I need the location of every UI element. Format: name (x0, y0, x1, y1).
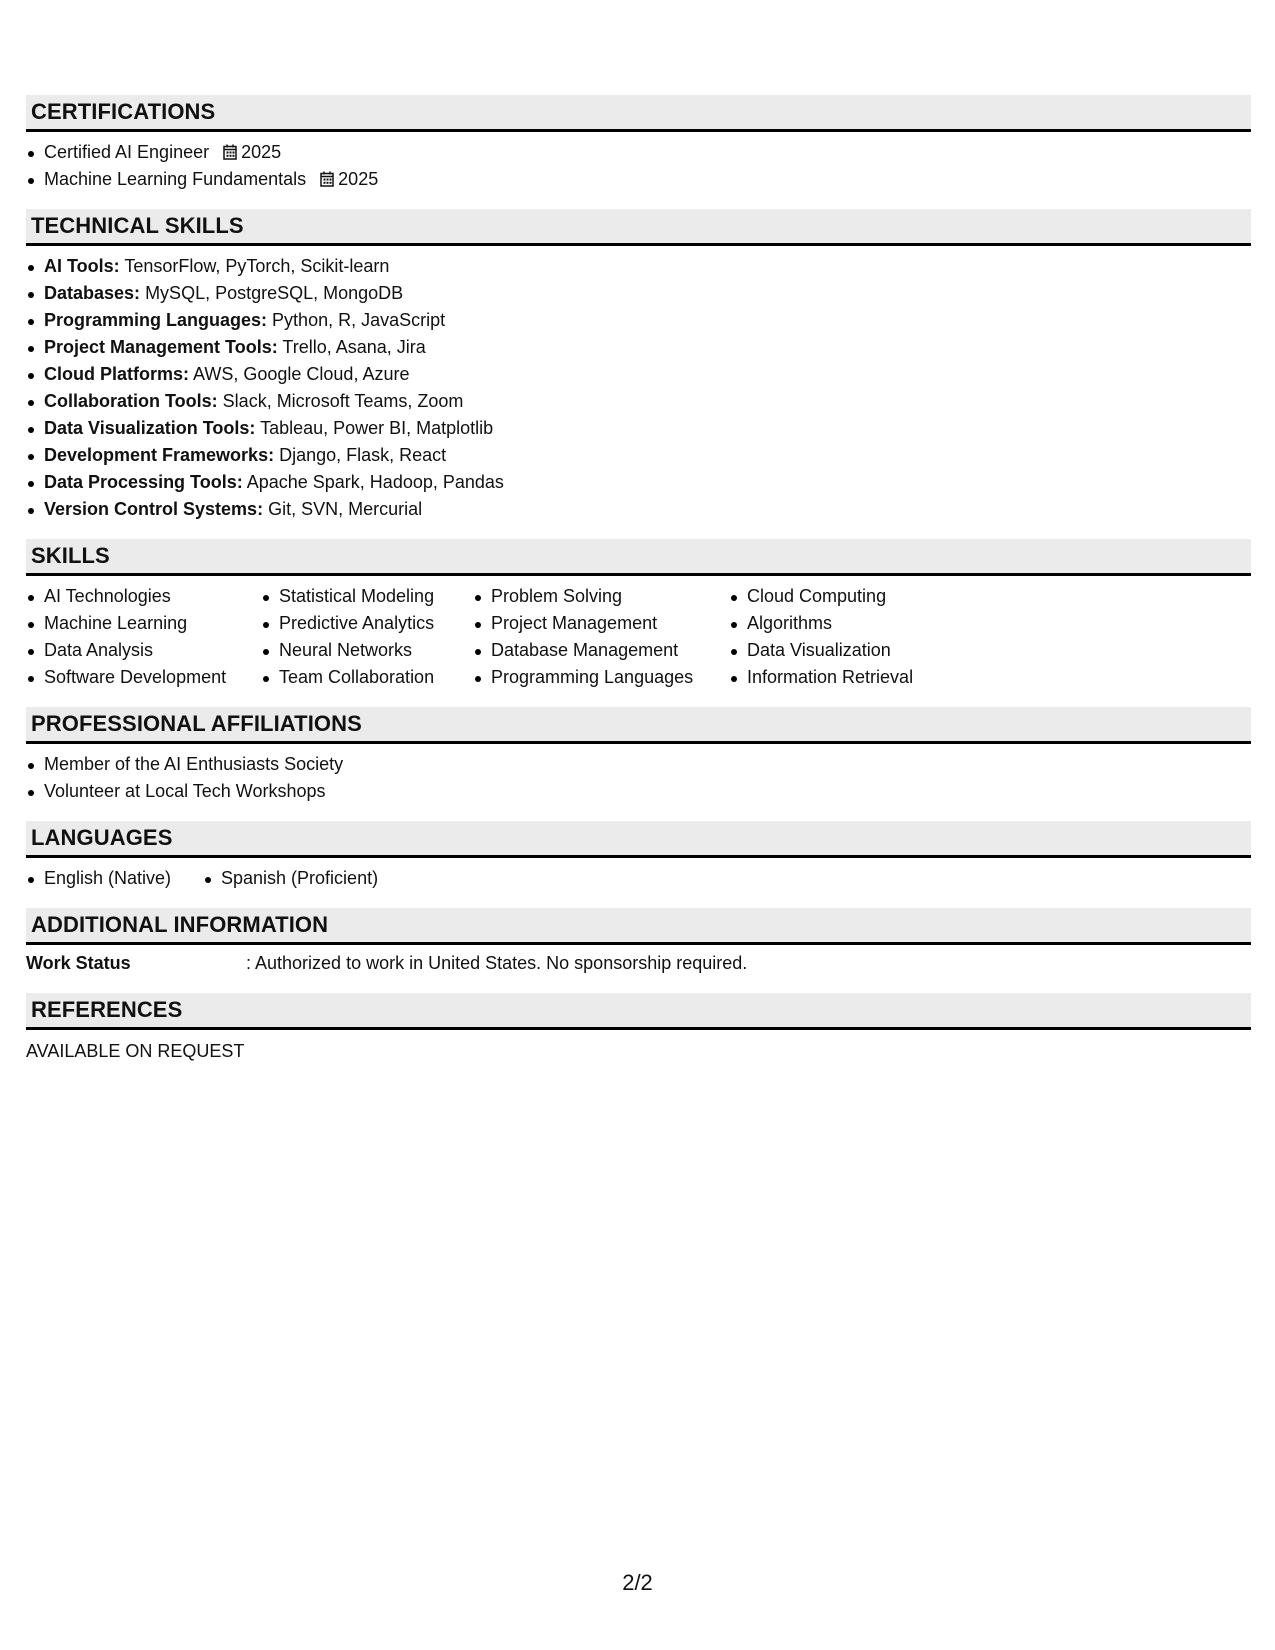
technical-skill-value: Trello, Asana, Jira (282, 337, 426, 357)
certifications-list (26, 139, 1251, 193)
technical-skills-section (26, 209, 1251, 523)
skill-item: Project Management (473, 610, 729, 637)
technical-skill-label: Data Processing Tools: (44, 472, 243, 492)
language-item: Spanish (Proficient) (203, 865, 378, 892)
work-status-value: : Authorized to work in United States. No sponsorship required. (246, 953, 748, 973)
skill-item: Data Analysis (26, 637, 261, 664)
skill-item: Data Visualization (729, 637, 989, 664)
technical-skill-label: Cloud Platforms: (44, 364, 190, 384)
technical-skill-value: Tableau, Power BI, Matplotlib (260, 418, 494, 438)
technical-skill-value: Python, R, JavaScript (272, 310, 446, 330)
affiliations-section (26, 707, 1251, 805)
affiliations-header (26, 707, 1251, 744)
certification-name: Certified AI Engineer (44, 142, 210, 162)
skill-item: Statistical Modeling (261, 583, 473, 610)
affiliation-item: Volunteer at Local Tech Workshops (26, 778, 1251, 805)
languages-header (26, 821, 1251, 858)
technical-skill-item (26, 415, 1251, 442)
affiliations-list (26, 751, 1251, 805)
technical-skills-title: TECHNICAL SKILLS (31, 213, 244, 238)
technical-skill-value: TensorFlow, PyTorch, Scikit-learn (124, 256, 390, 276)
calendar-icon (320, 171, 334, 187)
skill-item: Cloud Computing (729, 583, 989, 610)
certifications-section (26, 95, 1251, 193)
skill-item: Programming Languages (473, 664, 729, 691)
technical-skill-item (26, 334, 1251, 361)
technical-skills-list (26, 253, 1251, 523)
languages-list (26, 865, 1251, 892)
technical-skill-label: Collaboration Tools: (44, 391, 218, 411)
skills-column (26, 583, 261, 691)
language-column (26, 865, 203, 892)
technical-skill-item (26, 361, 1251, 388)
resume-page (26, 95, 1251, 1081)
technical-skill-value: Apache Spark, Hadoop, Pandas (246, 472, 504, 492)
languages-title: LANGUAGES (31, 825, 173, 850)
technical-skill-label: AI Tools: (44, 256, 120, 276)
technical-skill-item (26, 469, 1251, 496)
skills-section (26, 539, 1251, 691)
technical-skill-label: Development Frameworks: (44, 445, 275, 465)
technical-skill-label: Data Visualization Tools: (44, 418, 256, 438)
certification-year: 2025 (338, 169, 379, 189)
certifications-header (26, 95, 1251, 132)
technical-skill-value: MySQL, PostgreSQL, MongoDB (145, 283, 404, 303)
skill-item: Software Development (26, 664, 261, 691)
skill-item: Team Collaboration (261, 664, 473, 691)
technical-skill-item (26, 307, 1251, 334)
additional-info-section (26, 908, 1251, 977)
technical-skill-value: Slack, Microsoft Teams, Zoom (222, 391, 464, 411)
technical-skills-header (26, 209, 1251, 246)
affiliations-title: PROFESSIONAL AFFILIATIONS (31, 711, 362, 736)
technical-skill-label: Version Control Systems: (44, 499, 264, 519)
skill-item: Machine Learning (26, 610, 261, 637)
certification-item (26, 166, 1251, 193)
work-status-row (26, 950, 1251, 977)
skills-column (729, 583, 989, 691)
technical-skill-item (26, 280, 1251, 307)
technical-skill-label: Programming Languages: (44, 310, 268, 330)
languages-section (26, 821, 1251, 892)
skill-item: Problem Solving (473, 583, 729, 610)
additional-info-title: ADDITIONAL INFORMATION (31, 912, 329, 937)
references-section (26, 993, 1251, 1065)
certification-item (26, 139, 1251, 166)
skill-item: Neural Networks (261, 637, 473, 664)
language-column (203, 865, 378, 892)
calendar-icon (223, 144, 237, 160)
technical-skill-item (26, 388, 1251, 415)
additional-info-header (26, 908, 1251, 945)
technical-skill-value: AWS, Google Cloud, Azure (193, 364, 410, 384)
references-header (26, 993, 1251, 1030)
skill-item: Information Retrieval (729, 664, 989, 691)
references-title: REFERENCES (31, 997, 183, 1022)
skills-column (473, 583, 729, 691)
skill-item: AI Technologies (26, 583, 261, 610)
skills-grid (26, 583, 1251, 691)
skill-item: Database Management (473, 637, 729, 664)
technical-skill-value: Git, SVN, Mercurial (268, 499, 423, 519)
technical-skill-label: Project Management Tools: (44, 337, 278, 357)
skills-column (261, 583, 473, 691)
technical-skill-item (26, 442, 1251, 469)
affiliation-item: Member of the AI Enthusiasts Society (26, 751, 1251, 778)
skills-header (26, 539, 1251, 576)
technical-skill-value: Django, Flask, React (279, 445, 447, 465)
language-item: English (Native) (26, 865, 203, 892)
skills-title: SKILLS (31, 543, 110, 568)
technical-skill-item (26, 496, 1251, 523)
work-status-label: Work Status (26, 953, 131, 973)
skill-item: Predictive Analytics (261, 610, 473, 637)
skill-item: Algorithms (729, 610, 989, 637)
certification-year: 2025 (241, 142, 282, 162)
certifications-title: CERTIFICATIONS (31, 99, 216, 124)
technical-skill-label: Databases: (44, 283, 141, 303)
references-text: AVAILABLE ON REQUEST (26, 1041, 245, 1061)
technical-skill-item (26, 253, 1251, 280)
page-number: 2/2 (622, 1570, 653, 1595)
certification-name: Machine Learning Fundamentals (44, 169, 307, 189)
